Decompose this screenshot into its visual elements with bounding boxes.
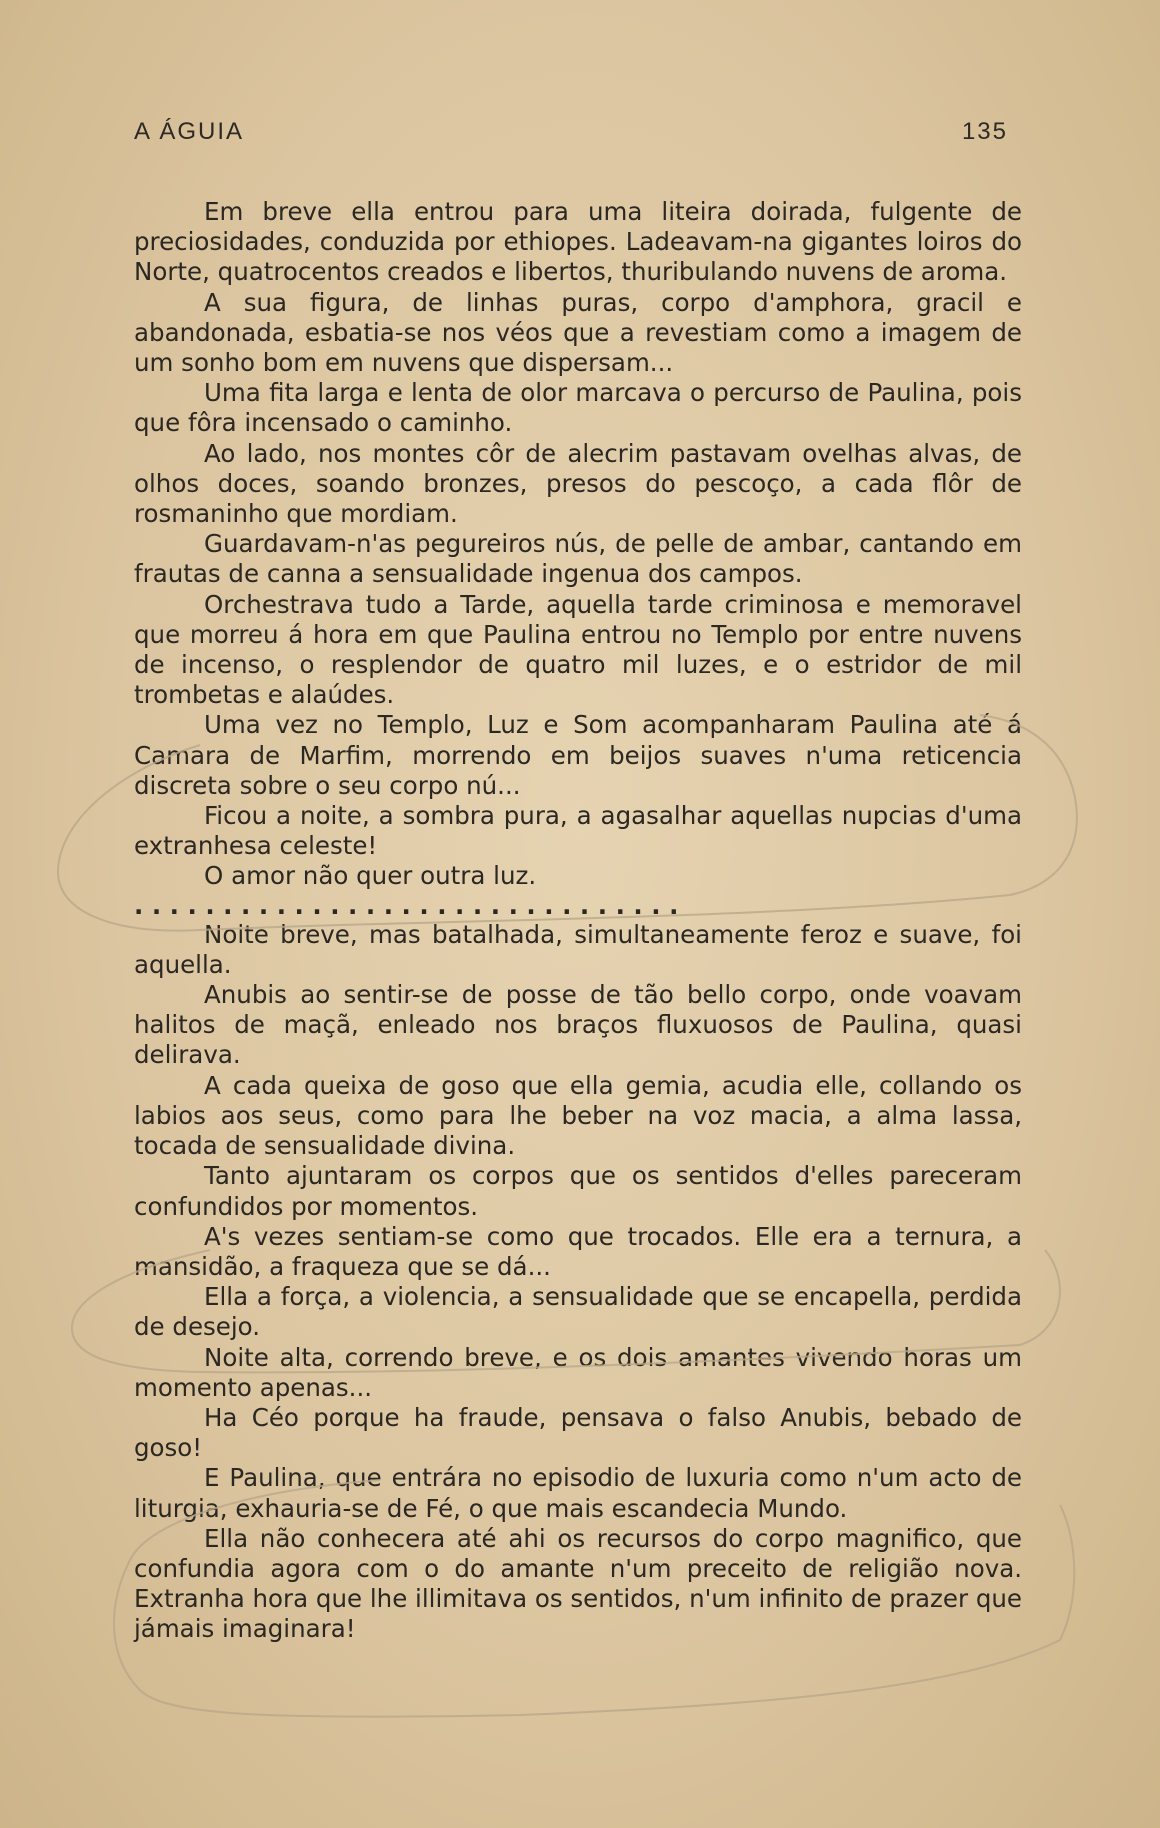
paragraph: Ha Céo porque ha fraude, pensava o falso Anubis, bebado de goso! — [134, 1402, 1022, 1463]
paragraph: Anubis ao sentir-se de posse de tão bello corpo, onde voavam halitos de maçã, enleado nos braços fluxuosos de Paulina, quasi delirava. — [134, 980, 1022, 1070]
running-header — [134, 112, 1008, 152]
paragraph: Noite breve, mas batalhada, simultaneamente feroz e suave, foi aquella. — [134, 919, 1022, 979]
paragraph: A cada queixa de goso que ella gemia, acudia elle, collando os labios aos seus, como para lhe beber na voz macia, a alma lassa, tocada de sensualidade divina. — [134, 1070, 1022, 1161]
paragraph: O amor não quer outra luz. — [204, 861, 537, 891]
page-number: 135 — [961, 118, 1008, 145]
paragraph: Uma vez no Templo, Luz e Som acompanharam Paulina até á Camara de Marfim, morrendo em beijos suaves n'uma reticencia discreta sobre o seu corpo nú... — [134, 710, 1022, 800]
paragraph: Noite alta, correndo breve, e os dois amantes vivendo horas um momento apenas... — [134, 1342, 1022, 1402]
journal-title: A ÁGUIA — [134, 118, 245, 145]
paragraph: Tanto ajuntaram os corpos que os sentidos d'elles pareceram confundidos por momentos. — [134, 1161, 1022, 1221]
paragraph: Ella não conhecera até ahi os recursos do corpo magnifico, que confundia agora com o do amante n'um preceito de religião nova. Extranha hora que lhe illimitava os sentidos, n'um infinito de prazer que jámais imaginara! — [134, 1523, 1023, 1644]
paragraph: Uma fita larga e lenta de olor marcava o percurso de Paulina, pois que fôra incensado o caminho. — [134, 378, 1022, 438]
paragraph: Orchestrava tudo a Tarde, aquella tarde criminosa e memoravel que morreu á hora em que Paulina entrou no Templo por entre nuvens de incenso, o resplendor de quatro mil luzes, e o estridor de mil trombetas e alaúdes. — [134, 589, 1022, 710]
paragraph: Guardavam-n'as pegureiros nús, de pelle de ambar, cantando em frautas de canna a sensualidade ingenua dos campos. — [134, 529, 1022, 589]
body-text — [134, 197, 1022, 1645]
paragraph: E Paulina, que entrára no episodio de luxuria como n'um acto de liturgia, exhauria-se de Fé, o que mais escandecia Mundo. — [134, 1463, 1022, 1523]
paragraph: Em breve ella entrou para uma liteira doirada, fulgente de preciosidades, conduzida por ethiopes. Ladeavam-na gigantes loiros do Norte, quatrocentos creados e libertos, thuribulando nuvens de aroma. — [134, 197, 1022, 287]
paragraph: A sua figura, de linhas puras, corpo d'amphora, gracil e abandonada, esbatia-se nos véos que a revestiam como a imagem de um sonho bom em nuvens que dispersam... — [134, 287, 1022, 378]
paragraph: A's vezes sentiam-se como que trocados. Elle era a ternura, a mansidão, a fraqueza que se dá... — [134, 1221, 1022, 1281]
paragraph: Ao lado, nos montes côr de alecrim pastavam ovelhas alvas, de olhos doces, soando bronzes, presos do pescoço, a cada flôr de rosmaninho que mordiam. — [134, 438, 1022, 529]
paragraph: Ficou a noite, a sombra pura, a agasalhar aquellas nupcias d'uma extranhesa celeste! — [134, 801, 1022, 861]
dotted-divider: . . . . . . . . . . . . . . . . . . . . . . . . . . . . . . . — [134, 891, 679, 920]
paragraph: Ella a força, a violencia, a sensualidade que se encapella, perdida de desejo. — [134, 1282, 1022, 1342]
